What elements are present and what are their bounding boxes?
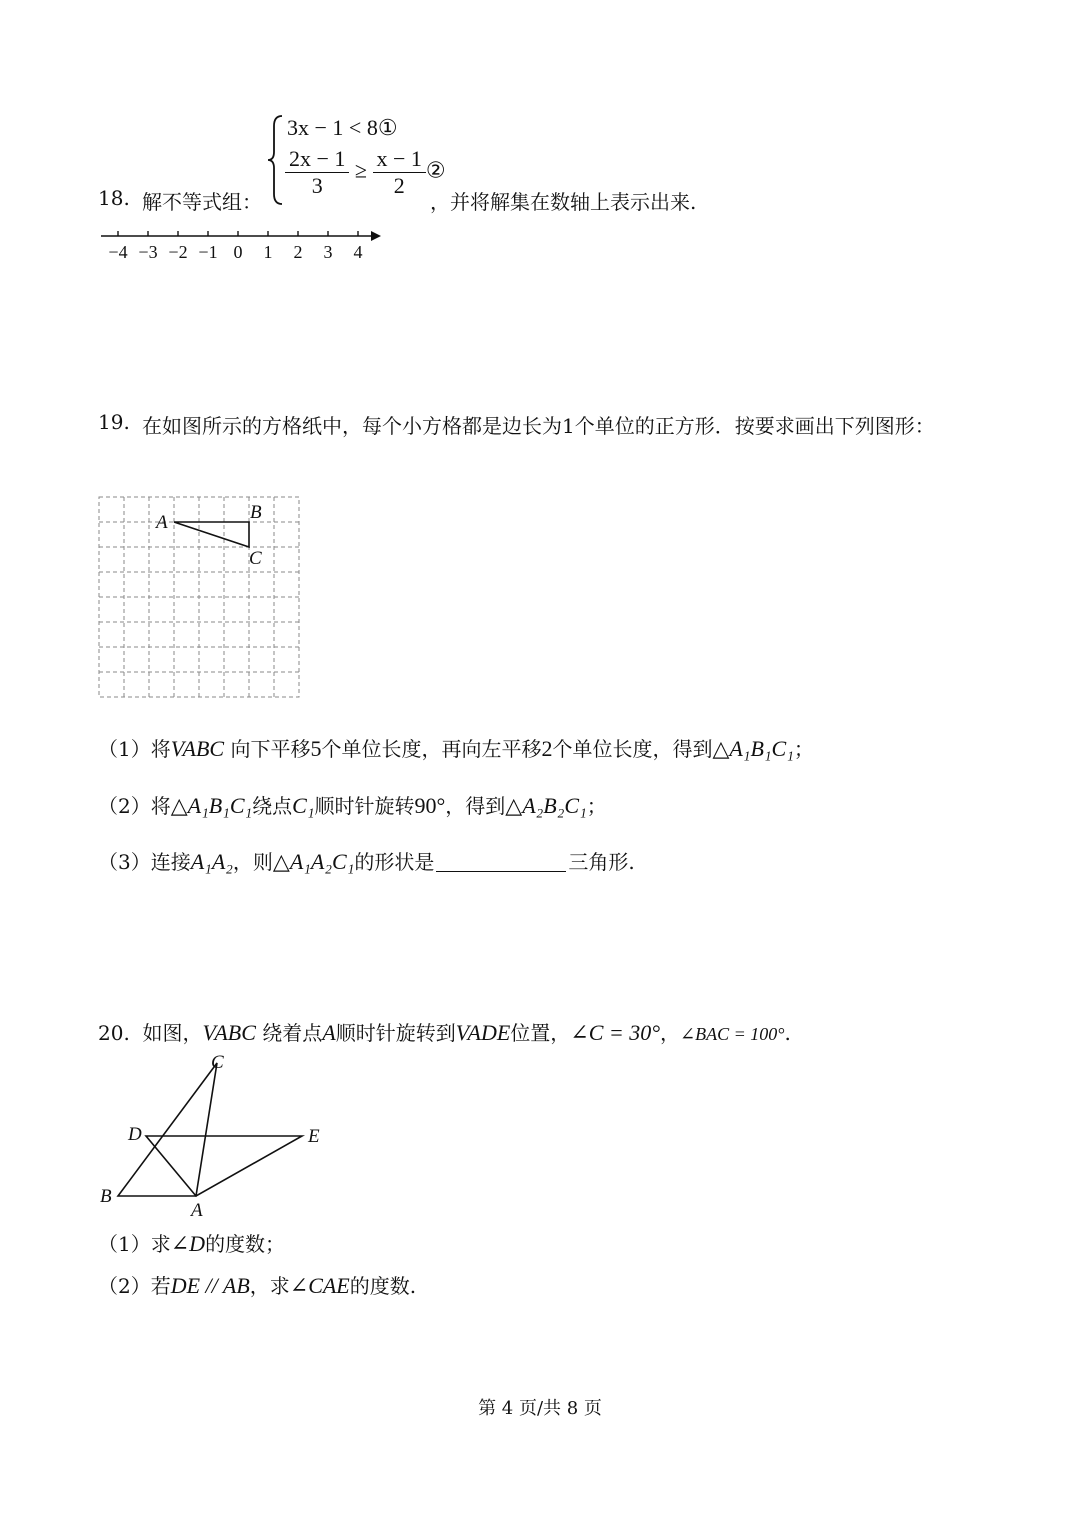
q19-number: 19. [98,410,130,434]
part-text: 如图， [142,1021,203,1045]
triangle-name: VABC [170,736,225,761]
part-text: 绕着点 [262,1021,323,1045]
tick-label: 3 [323,242,333,262]
part-text: 绕点 [252,794,293,818]
part-end: ； [793,737,814,761]
part-text: 个单位长度，再向左平移 [321,737,542,761]
part-mark: （2）若 [98,1274,171,1298]
q19-part3 [98,846,635,875]
angle-90: 90° [414,793,446,818]
label-c: C [211,1052,224,1073]
condition-angle-bac: ∠BAC = 100° [680,1024,785,1044]
ineq2-numerator-right: x − 1 [373,146,426,173]
part-text: ， [660,1021,681,1045]
triangle-ade-name: VADE [455,1020,511,1045]
part-text: 的形状是 [354,850,435,874]
ineq2-denominator-left: 3 [311,173,323,198]
inequality-1: 3x − 1 < 8① [287,115,398,140]
angle-cae: ∠CAE [289,1273,350,1298]
tick-label: −4 [108,242,128,262]
label-e: E [308,1126,320,1147]
q20-part1 [98,1228,285,1257]
label-b: B [250,502,262,523]
angle-d: ∠D [170,1231,206,1256]
number-5: 5 [310,736,322,761]
part-end: ； [586,794,607,818]
label-a: A [156,512,168,533]
part-mark: （1）将 [98,737,171,761]
part-text: 位置， [510,1021,571,1045]
ineq2-numerator-left: 2x − 1 [285,146,349,173]
ineq2-denominator-right: 2 [393,173,405,198]
answer-blank[interactable] [436,871,566,872]
q18-tail: ，并将解集在数轴上表示出来. [430,190,697,214]
part-text: ，则 [232,850,273,874]
part-mark: （2）将 [98,794,171,818]
triangle-name: △A₁B₁C₁ [170,793,253,818]
label-d: D [128,1124,142,1145]
triangle-abc-name: VABC [202,1020,256,1045]
tick-label: 2 [293,242,303,262]
part-text: 三角形. [568,850,635,874]
triangle-abc [174,522,249,547]
ineq2-mark: ② [425,157,446,183]
tick-label: −1 [198,242,218,262]
label-c: C [249,548,262,569]
tick-label: 0 [233,242,243,262]
triangle-ade [146,1136,302,1196]
part-text: 顺时针旋转到 [335,1021,456,1045]
part-text: 个单位长度，得到 [552,737,713,761]
part-mark: （1）求 [98,1232,171,1256]
part-mark: （3）连接 [98,850,191,874]
tick-label: −2 [168,242,188,262]
q19-part1 [98,733,814,762]
number-2: 2 [541,736,553,761]
q20-line [98,1017,791,1046]
q20-number: 20. [98,1021,130,1045]
label-b: B [100,1186,112,1207]
tick-label: −3 [138,242,158,262]
page-footer: 第 4 页/共 8 页 [478,1398,602,1419]
part-text: 的度数. [349,1274,417,1298]
q18-number: 18. [98,186,130,210]
condition-angle-c: ∠C = 30° [570,1020,661,1045]
result-triangle: △A₂B₂C₁ [505,793,587,818]
part-text: ，求 [249,1274,290,1298]
condition-parallel: DE // AB [170,1273,250,1298]
number-line [95,222,395,266]
result-triangle: △A₁B₁C₁ [712,736,794,761]
triangle-name: △A₁A₂C₁ [272,849,355,874]
part-text: ，得到 [445,794,506,818]
ineq2-relation: ≥ [354,157,367,183]
part-text: 向下平移 [230,737,311,761]
label-a: A [191,1200,203,1218]
point-a: A [322,1020,336,1045]
tick-label: 4 [353,242,363,262]
inequality-2 [285,146,446,199]
tick-label: 1 [263,242,273,262]
part-text: 的度数； [205,1232,286,1256]
q20-part2 [98,1270,416,1299]
system-brace [266,114,286,206]
point-c1: C₁ [292,793,315,818]
part-text: 顺时针旋转 [314,794,415,818]
question-18 [0,0,1080,290]
part-end: . [784,1021,791,1045]
segment-a1a2: A₁A₂ [190,849,233,874]
q19-part2 [98,790,607,819]
q18-prompt: 解不等式组： [142,190,262,214]
rotation-figure [90,1048,340,1218]
grid-figure [90,490,310,702]
q19-prompt: 在如图所示的方格纸中，每个小方格都是边长为1个单位的正方形．按要求画出下列图形： [142,414,935,438]
